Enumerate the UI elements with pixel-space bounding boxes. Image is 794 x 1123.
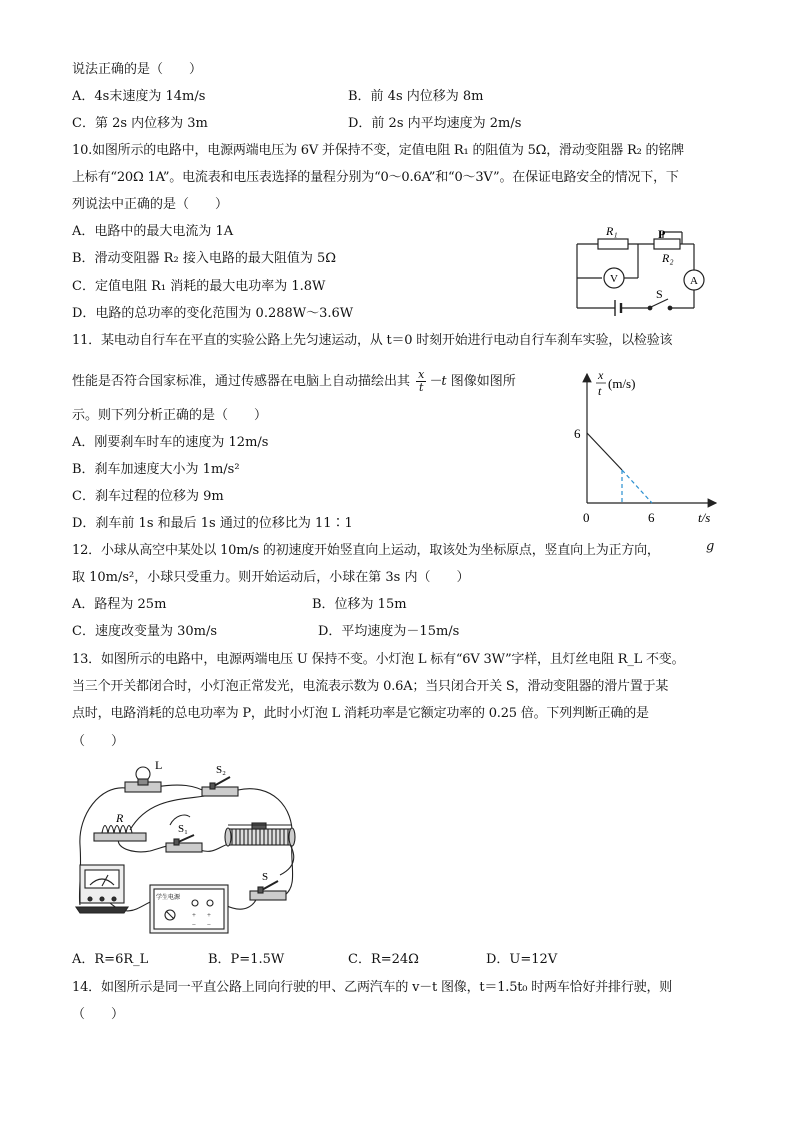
power-supply-label: 学生电源 bbox=[156, 895, 181, 901]
q12-option-c: C．速度改变量为 30m/s bbox=[72, 624, 217, 639]
graph-line bbox=[587, 433, 622, 470]
q13-circuit-illustration bbox=[70, 755, 310, 937]
q10-option-b: B．滑动变阻器 R₂ 接入电路的最大阻值为 5Ω bbox=[72, 251, 336, 266]
svg-text:+: + bbox=[207, 911, 211, 919]
q12-g-symbol: g bbox=[706, 539, 715, 554]
switch-s-icon bbox=[250, 881, 286, 900]
q9-tail: 说法正确的是（ ） bbox=[72, 62, 203, 77]
s2-label: S₂ bbox=[216, 764, 226, 776]
s1-label: S₁ bbox=[178, 823, 188, 835]
q12-option-d: D．平均速度为－15m/s bbox=[318, 624, 460, 639]
q11-fraction bbox=[416, 369, 426, 394]
q10-stem-line1: 10.如图所示的电路中，电源两端电压为 6V 并保持不变，定值电阻 R₁ 的阻值为 5Ω，滑动变阻器 R₂ 的铭牌 bbox=[72, 143, 684, 158]
voltmeter-label: V bbox=[610, 273, 618, 285]
q11-stem-line3: 示。则下列分析正确的是（ ） bbox=[72, 408, 268, 423]
q10-stem-line3: 列说法中正确的是（ ） bbox=[72, 197, 229, 212]
r2-label: R₂ bbox=[662, 251, 674, 265]
q11-dash-t: －t bbox=[428, 374, 447, 389]
switch-s2-icon bbox=[202, 777, 238, 796]
r1-label: R₁ bbox=[606, 224, 618, 238]
q9-option-b: B．前 4s 内位移为 8m bbox=[348, 89, 484, 104]
ylabel-unit: (m/s) bbox=[608, 376, 636, 391]
q13-option-b: B．P=1.5W bbox=[208, 952, 285, 967]
q10-stem-line2: 上标有“20Ω 1A”。电流表和电压表选择的量程分别为“0～0.6A”和“0～3V”。在保证电路安全的情况下，下 bbox=[72, 170, 679, 185]
q11-stem-line1: 11．某电动自行车在平直的实验公路上先匀速运动，从 t＝0 时刻开始进行电动自行车刹车实验，以检验该 bbox=[72, 333, 673, 348]
q13-option-d: D．U=12V bbox=[486, 952, 558, 967]
q10-option-d: D．电路的总功率的变化范围为 0.288W～3.6W bbox=[72, 306, 354, 321]
q10-option-a: A．电路中的最大电流为 1A bbox=[72, 224, 234, 239]
slider-p-label: P bbox=[658, 227, 666, 241]
q13-stem-line4: （ ） bbox=[72, 734, 125, 749]
q9-option-a: A．4s末速度为 14m/s bbox=[72, 89, 206, 104]
power-supply-icon bbox=[150, 885, 228, 933]
q13-stem-line2: 当三个开关都闭合时，小灯泡正常发光，电流表示数为 0.6A；当只闭合开关 S，滑动变阻器的滑片置于某 bbox=[72, 679, 669, 694]
q9-option-d: D．前 2s 内平均速度为 2m/s bbox=[348, 116, 522, 131]
lamp-label: L bbox=[155, 758, 163, 772]
q13-option-a: A．R=6R_L bbox=[72, 952, 149, 967]
q11-fraction-num: x bbox=[418, 368, 425, 381]
q13-option-c: C．R=24Ω bbox=[348, 952, 419, 967]
svg-text:−: − bbox=[192, 921, 196, 929]
switch-label: S bbox=[656, 287, 663, 301]
q11-option-c: C．刹车过程的位移为 9m bbox=[72, 489, 224, 504]
q9-option-c: C．第 2s 内位移为 3m bbox=[72, 116, 208, 131]
ylabel-den: t bbox=[598, 384, 602, 398]
q12-stem-line2: 取 10m/s²，小球只受重力。则开始运动后，小球在第 3s 内（ ） bbox=[72, 570, 470, 585]
y-tick-6: 6 bbox=[574, 426, 581, 441]
q11-stem-line2-a: 性能是否符合国家标准，通过传感器在电脑上自动描绘出其 bbox=[72, 374, 411, 389]
s-label: S bbox=[262, 871, 269, 883]
q14-stem-line2: （ ） bbox=[72, 1007, 125, 1022]
rheostat-icon bbox=[225, 823, 295, 846]
switch-s1-icon bbox=[166, 835, 202, 852]
q13-stem-line1: 13．如图所示的电路中，电源两端电压 U 保持不变。小灯泡 L 标有“6V 3W”字样，且灯丝电阻 R_L 不变。 bbox=[72, 652, 685, 667]
q11-option-d: D．刹车前 1s 和最后 1s 通过的位移比为 11∶1 bbox=[72, 516, 353, 531]
q11-stem-line2-b: 图像如图所 bbox=[450, 374, 516, 389]
ylabel-num: x bbox=[598, 368, 604, 382]
q14-stem-line1: 14．如图所示是同一平直公路上同向行驶的甲、乙两汽车的 v－t 图像，t＝1.5t₀ 时两车恰好并排行驶，则 bbox=[72, 980, 673, 995]
dashed-extension bbox=[622, 470, 652, 503]
q11-option-b: B．刹车加速度大小为 1m/s² bbox=[72, 462, 240, 477]
ammeter-device-icon bbox=[76, 865, 128, 913]
q13-stem-line3: 点时，电路消耗的总电功率为 P，此时小灯泡 L 消耗功率是它额定功率的 0.25 倍。下列判断正确的是 bbox=[72, 706, 649, 721]
r1-resistor bbox=[598, 239, 628, 249]
x-tick-6: 6 bbox=[648, 510, 655, 525]
q11-fraction-den: t bbox=[419, 381, 424, 394]
x-tick-0: 0 bbox=[583, 510, 590, 525]
q11-stem-line2 bbox=[72, 369, 516, 394]
svg-text:+: + bbox=[192, 911, 196, 919]
q11-option-a: A．刚要刹车时车的速度为 12m/s bbox=[72, 435, 269, 450]
ammeter-label: A bbox=[690, 275, 698, 287]
q12-option-a: A．路程为 25m bbox=[72, 597, 167, 612]
r-label: R bbox=[116, 811, 124, 825]
xlabel: t/s bbox=[698, 510, 711, 525]
q10-circuit-diagram bbox=[570, 224, 710, 316]
svg-text:−: − bbox=[207, 921, 211, 929]
q11-xt-graph bbox=[568, 366, 728, 530]
resistor-r-icon bbox=[94, 826, 146, 842]
q12-option-b: B．位移为 15m bbox=[312, 597, 407, 612]
q12-stem-line1: 12．小球从高空中某处以 10m/s 的初速度开始竖直向上运动，取该处为坐标原点，竖直向上为正方向， bbox=[72, 543, 660, 558]
q10-option-c: C．定值电阻 R₁ 消耗的最大电功率为 1.8W bbox=[72, 279, 326, 294]
